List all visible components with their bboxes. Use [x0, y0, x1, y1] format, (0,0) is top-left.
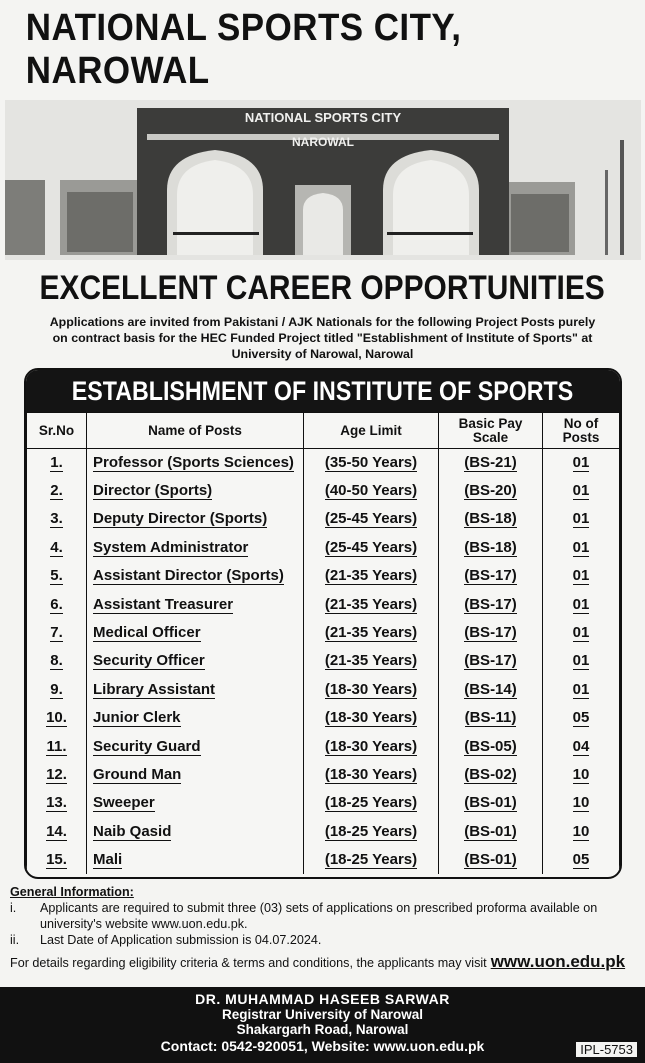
sr-no-cell: 3. [50, 510, 63, 528]
pay-scale-cell: (BS-20) [464, 482, 517, 500]
table-body [27, 449, 620, 875]
no-of-posts-cell: 01 [572, 652, 590, 670]
pay-scale-cell: (BS-11) [464, 709, 517, 727]
gate-sign-line2: NAROWAL [292, 135, 354, 149]
sr-no-cell: 6. [50, 595, 63, 613]
post-name-cell: Assistant Director (Sports) [93, 567, 284, 585]
sr-no-cell: 10. [46, 709, 67, 727]
age-limit-cell: (21-35 Years) [324, 595, 418, 613]
pay-scale-cell: (BS-01) [464, 822, 517, 840]
post-name-cell: Naib Qasid [93, 822, 172, 840]
age-limit-cell: (21-35 Years) [324, 624, 418, 642]
table-row [27, 534, 620, 562]
table-header-bar [26, 370, 620, 412]
no-of-posts-cell: 01 [572, 567, 590, 585]
age-limit-cell: (18-25 Years) [324, 851, 418, 869]
table-row [27, 846, 620, 874]
contact-line: Contact: 0542-920051, Website: www.uon.edu.pk [160, 1038, 485, 1054]
post-name-cell: Director (Sports) [93, 482, 213, 500]
post-name-cell: System Administrator [93, 538, 249, 556]
sr-no-cell: 1. [50, 453, 63, 471]
pay-scale-cell: (BS-01) [464, 851, 517, 869]
table-row [27, 505, 620, 533]
registrar-name: DR. MUHAMMAD HASEEB SARWAR [195, 991, 450, 1007]
general-item-2-index: ii. [10, 933, 20, 947]
website-link[interactable]: www.uon.edu.pk [490, 952, 626, 971]
ad-reference: IPL-5753 [576, 1042, 637, 1057]
details-text: For details regarding eligibility criteria & terms and conditions, the applicants may visit [10, 956, 487, 970]
pay-scale-cell: (BS-14) [464, 680, 517, 698]
col-header-srno: Sr.No [27, 413, 87, 449]
col-header-name: Name of Posts [87, 413, 304, 449]
pay-scale-cell: (BS-18) [464, 538, 517, 556]
age-limit-cell: (25-45 Years) [324, 510, 418, 528]
pay-scale-cell: (BS-17) [464, 652, 517, 670]
age-limit-cell: (18-25 Years) [324, 822, 418, 840]
age-limit-cell: (18-30 Years) [324, 765, 418, 783]
pay-scale-cell: (BS-17) [464, 595, 517, 613]
table-row [27, 619, 620, 647]
registrar-role: Registrar University of Narowal [221, 1007, 424, 1022]
post-name-cell: Professor (Sports Sciences) [93, 453, 294, 471]
age-limit-cell: (21-35 Years) [324, 567, 418, 585]
intro-line-3: University of Narowal, Narowal [231, 347, 414, 361]
sr-no-cell: 7. [50, 624, 63, 642]
details-line [10, 954, 640, 971]
age-limit-cell: (40-50 Years) [324, 482, 418, 500]
posts-table [26, 412, 620, 874]
sr-no-cell: 8. [50, 652, 63, 670]
age-limit-cell: (18-25 Years) [324, 794, 418, 812]
general-item-1-line1: Applicants are required to submit three (03) sets of applications on prescribed proforma available on [40, 901, 598, 915]
pay-scale-cell: (BS-17) [464, 567, 517, 585]
table-row [27, 789, 620, 817]
page-title: NATIONAL SPORTS CITY, NAROWAL [25, 7, 462, 92]
registrar-address: Shakargarh Road, Narowal [236, 1022, 409, 1037]
no-of-posts-cell: 05 [572, 851, 590, 869]
general-title: General Information: [10, 885, 134, 899]
no-of-posts-cell: 01 [572, 510, 590, 528]
no-of-posts-cell: 05 [572, 709, 590, 727]
post-name-cell: Library Assistant [93, 680, 215, 698]
posts-table-box [24, 368, 622, 879]
general-item-1-index: i. [10, 901, 17, 915]
table-row [27, 761, 620, 789]
sr-no-cell: 4. [50, 538, 63, 556]
table-row [27, 477, 620, 505]
no-of-posts-cell: 01 [572, 680, 590, 698]
sr-no-cell: 5. [50, 567, 63, 585]
sr-no-cell: 15. [46, 851, 67, 869]
table-row [27, 647, 620, 675]
intro-paragraph [20, 314, 625, 362]
career-banner [12, 266, 632, 310]
pay-scale-cell: (BS-17) [464, 624, 517, 642]
no-of-posts-cell: 01 [572, 538, 590, 556]
table-row [27, 704, 620, 732]
post-name-cell: Deputy Director (Sports) [93, 510, 268, 528]
no-of-posts-cell: 01 [572, 624, 590, 642]
no-of-posts-cell: 01 [572, 453, 590, 471]
age-limit-cell: (25-45 Years) [324, 538, 418, 556]
table-row [27, 818, 620, 846]
sr-no-cell: 9. [50, 680, 63, 698]
age-limit-cell: (35-50 Years) [324, 453, 418, 471]
post-name-cell: Sweeper [93, 794, 155, 812]
pay-scale-cell: (BS-05) [464, 737, 517, 755]
col-header-scale: Basic Pay Scale [439, 413, 543, 449]
no-of-posts-cell: 10 [572, 794, 590, 812]
general-item-1-line2: university's website www.uon.edu.pk. [40, 917, 248, 931]
post-name-cell: Junior Clerk [93, 709, 181, 727]
masthead [0, 0, 645, 100]
post-name-cell: Mali [93, 851, 123, 869]
general-item-2-text: Last Date of Application submission is 04.07.2024. [40, 933, 322, 947]
banner-title: EXCELLENT CAREER OPPORTUNITIES [39, 268, 605, 307]
sr-no-cell: 13. [46, 794, 67, 812]
sr-no-cell: 11. [46, 737, 67, 755]
table-row [27, 732, 620, 760]
gate-illustration [5, 100, 641, 260]
pay-scale-cell: (BS-21) [464, 453, 517, 471]
col-header-age: Age Limit [304, 413, 439, 449]
sr-no-cell: 14. [46, 822, 67, 840]
post-name-cell: Assistant Treasurer [93, 595, 234, 613]
pay-scale-cell: (BS-01) [464, 794, 517, 812]
age-limit-cell: (18-30 Years) [324, 680, 418, 698]
post-name-cell: Medical Officer [93, 624, 201, 642]
pay-scale-cell: (BS-02) [464, 765, 517, 783]
col-header-posts: No of Posts [543, 413, 620, 449]
sr-no-cell: 2. [50, 482, 63, 500]
age-limit-cell: (21-35 Years) [324, 652, 418, 670]
age-limit-cell: (18-30 Years) [324, 709, 418, 727]
general-information [10, 884, 640, 971]
post-name-cell: Security Guard [93, 737, 201, 755]
pay-scale-cell: (BS-18) [464, 510, 517, 528]
sr-no-cell: 12. [46, 765, 67, 783]
age-limit-cell: (18-30 Years) [324, 737, 418, 755]
general-item-1 [10, 900, 640, 932]
table-row [27, 562, 620, 590]
gate-sign-line1: NATIONAL SPORTS CITY [244, 110, 402, 125]
post-name-cell: Security Officer [93, 652, 205, 670]
table-row [27, 676, 620, 704]
no-of-posts-cell: 10 [572, 822, 590, 840]
intro-line-1: Applications are invited from Pakistani / AJK Nationals for the following Project Posts purely [49, 315, 596, 329]
post-name-cell: Ground Man [93, 765, 182, 783]
table-title: ESTABLISHMENT OF INSTITUTE OF SPORTS [72, 375, 574, 406]
general-item-2 [10, 932, 640, 948]
intro-line-2: on contract basis for the HEC Funded Project titled "Establishment of Institute of Sports" at [52, 331, 593, 345]
no-of-posts-cell: 01 [572, 595, 590, 613]
table-row [27, 590, 620, 618]
no-of-posts-cell: 01 [572, 482, 590, 500]
gate-photo [5, 100, 641, 260]
table-row [27, 449, 620, 477]
footer [0, 987, 645, 1063]
table-head-row [27, 413, 620, 449]
no-of-posts-cell: 04 [572, 737, 590, 755]
no-of-posts-cell: 10 [572, 765, 590, 783]
